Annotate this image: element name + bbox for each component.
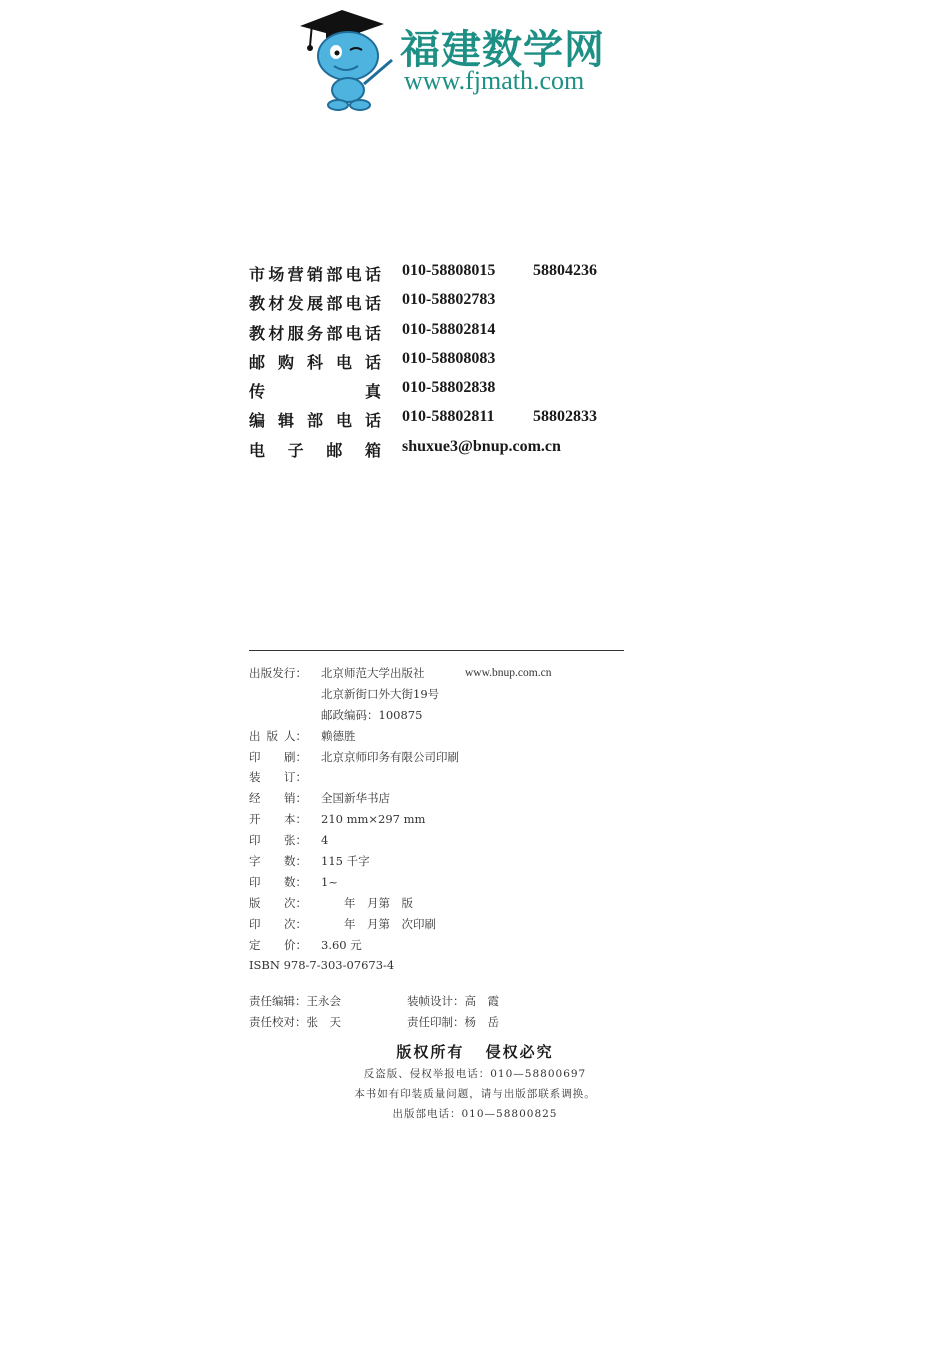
publication-label: 定 价： — [249, 937, 307, 952]
logo-url[interactable]: www.fjmath.com — [404, 66, 585, 95]
publication-value: 北京师范大学出版社 — [321, 666, 425, 680]
publication-row — [249, 872, 649, 893]
contact-row — [249, 379, 649, 408]
contact-row — [249, 321, 649, 350]
contact-label: 教 材 服 务 部 电 话 — [249, 323, 381, 343]
contact-value: 010-58802811 — [402, 408, 495, 426]
publication-label: 出 版 发 行 ： — [249, 666, 307, 680]
contact-row — [249, 408, 649, 437]
publication-row — [249, 809, 649, 830]
isbn-row — [249, 955, 649, 976]
publication-details — [249, 663, 649, 976]
contact-row — [249, 262, 649, 291]
staff-credit: 责任校对：张 天 — [249, 1015, 341, 1029]
contact-value: 010-58808083 — [402, 349, 496, 367]
staff-credit: 装帧设计：高 霞 — [407, 994, 499, 1008]
contact-label: 传 真 — [249, 382, 381, 402]
contact-list — [249, 262, 649, 467]
publication-row — [249, 767, 649, 788]
staff-credit: 责任印制：杨 岳 — [407, 1015, 499, 1029]
contact-row — [249, 291, 649, 320]
contact-label: 邮 购 科 电 话 — [249, 352, 381, 372]
publication-label: 印 次： — [249, 916, 307, 931]
quality-notice: 本书如有印装质量问题，请与出版部联系调换。 — [354, 1088, 596, 1100]
publication-value: 4 — [321, 833, 329, 848]
publication-row — [249, 663, 649, 684]
publication-value: 赖德胜 — [321, 728, 356, 743]
staff-credits — [249, 991, 649, 1033]
publication-label: 印 数： — [249, 874, 307, 889]
publication-value: 210 mm×297 mm — [321, 812, 426, 827]
publication-label: 开 本： — [249, 812, 307, 827]
copyright-notice — [0, 1040, 950, 1124]
publication-row — [249, 788, 649, 809]
contact-value: shuxue3@bnup.com.cn — [402, 437, 561, 455]
publication-label: 版 次： — [249, 895, 307, 910]
contact-value: 010-58802838 — [402, 379, 496, 397]
press-phone: 出版部电话：010—58800825 — [392, 1108, 558, 1120]
publication-row — [249, 726, 649, 747]
staff-credit: 责任编辑：王永会 — [249, 994, 341, 1008]
publication-row — [249, 851, 649, 872]
contact-label: 编 辑 部 电 话 — [249, 411, 381, 431]
publication-label: 字 数： — [249, 854, 307, 869]
contact-value: 010-58808015 — [402, 262, 496, 279]
contact-extra-value: 58804236 — [533, 262, 597, 279]
contact-row — [249, 438, 649, 467]
publication-label: 经 销： — [249, 791, 307, 806]
publication-value: 115 千字 — [321, 854, 370, 869]
staff-row — [249, 1012, 649, 1033]
logo-title: 福建数学网 — [400, 27, 605, 73]
publication-label: 印 张： — [249, 833, 307, 848]
publication-value: 北京新街口外大街19号 — [321, 686, 440, 701]
contact-label: 电 子 邮 箱 — [249, 440, 381, 460]
publication-value: 1~ — [321, 874, 338, 889]
publication-value: 年 月第 次印刷 — [321, 916, 436, 931]
mascot-graduation-cap-icon — [296, 4, 400, 114]
contact-row — [249, 350, 649, 379]
publication-value: 邮政编码：100875 — [321, 707, 423, 722]
staff-row — [249, 991, 649, 1012]
publication-value: 全国新华书店 — [321, 791, 390, 806]
publication-extra: www.bnup.com.cn — [465, 667, 552, 679]
publication-row — [249, 830, 649, 851]
publication-row — [249, 684, 649, 705]
publication-label: 装 订： — [249, 770, 307, 785]
contact-value: 010-58802814 — [402, 320, 496, 338]
contact-label: 市 场 营 销 部 电 话 — [249, 265, 381, 284]
publication-value: 北京京师印务有限公司印刷 — [321, 749, 459, 764]
publication-row — [249, 914, 649, 935]
rights-title: 版权所有 侵权必究 — [396, 1043, 554, 1061]
contact-extra-value: 58802833 — [533, 408, 597, 426]
isbn: ISBN 978-7-303-07673-4 — [249, 958, 395, 973]
publication-row — [249, 705, 649, 726]
publication-label: 印 刷： — [249, 749, 307, 764]
contact-value: 010-58802783 — [402, 291, 496, 309]
divider — [249, 650, 624, 651]
publication-value: 3.60 元 — [321, 937, 362, 952]
publication-row — [249, 747, 649, 768]
publication-label: 出 版 人： — [249, 728, 307, 743]
publication-row — [249, 893, 649, 914]
logo — [296, 4, 626, 114]
contact-label: 教 材 发 展 部 电 话 — [249, 294, 381, 314]
publication-row — [249, 935, 649, 956]
anti-piracy-phone: 反盗版、侵权举报电话：010—58800697 — [363, 1068, 587, 1080]
publication-value: 年 月第 版 — [321, 895, 413, 910]
